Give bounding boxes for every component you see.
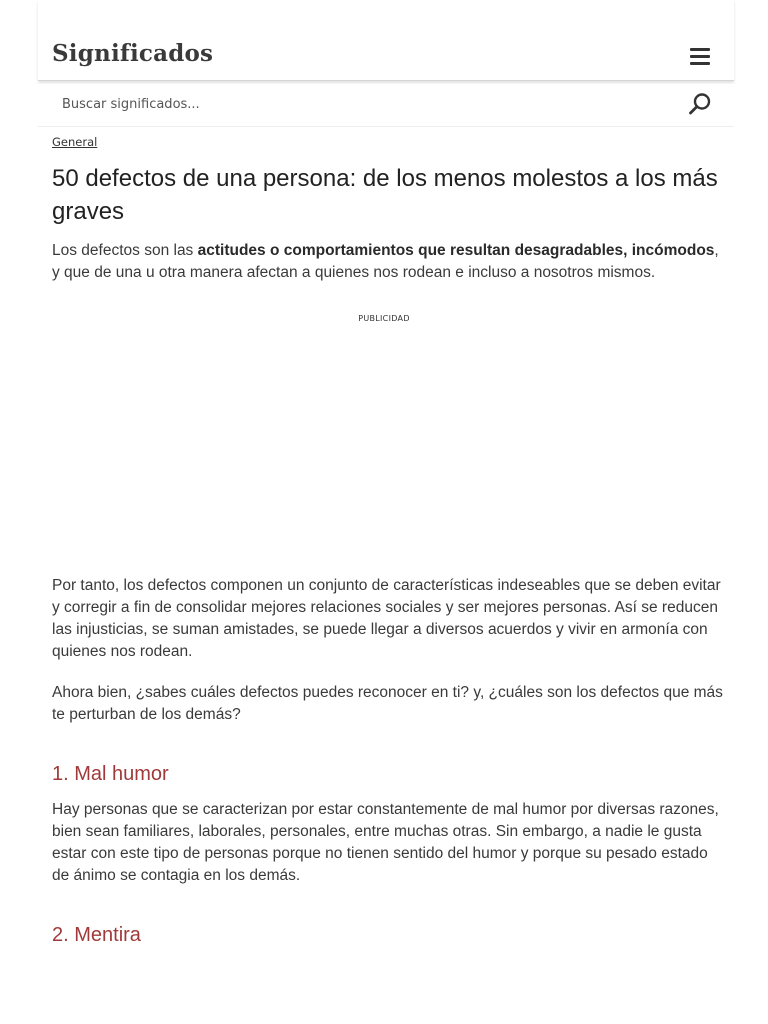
site-logo[interactable]: Significados bbox=[52, 40, 214, 67]
site-header bbox=[38, 0, 734, 81]
article-title: 50 defectos de una persona: de los menos molestos a los más graves bbox=[52, 165, 718, 225]
search-icon bbox=[686, 90, 714, 118]
intro-text: Los defectos son las bbox=[52, 242, 198, 259]
advertisement-slot[interactable] bbox=[52, 330, 716, 560]
article-paragraph: Por tanto, los defectos componen un conjunto de características indeseables que se deben evitar y corregir a fin de consolidar mejores relaciones sociales y ser mejores personas. Así se reducen las injusticias, se suman amistades, se puede llegar a diversos acuerdos y vivir en armonía con quienes nos rodean. bbox=[52, 577, 721, 660]
article-paragraph: Ahora bien, ¿sabes cuáles defectos puedes reconocer en ti? y, ¿cuáles son los defectos que más te perturban de los demás? bbox=[52, 684, 723, 723]
breadcrumb-category-link[interactable]: General bbox=[52, 135, 98, 149]
section-paragraph: Hay personas que se caracterizan por estar constantemente de mal humor por diversas razones, bien sean familiares, laborales, personales, entre muchas otras. Sin embargo, a nadie le gusta estar con este tipo de personas porque no tienen sentido del humor y porque su pesado estado de ánimo se contagia en los demás. bbox=[52, 801, 719, 884]
search-input[interactable] bbox=[52, 88, 672, 120]
search-button[interactable] bbox=[686, 90, 714, 118]
section-heading: 1. Mal humor bbox=[52, 763, 169, 785]
hamburger-menu-icon bbox=[690, 48, 710, 65]
ad-label: PUBLICIDAD bbox=[358, 314, 410, 323]
intro-bold-text: actitudes o comportamientos que resultan desagradables, incómodos bbox=[197, 242, 715, 259]
intro-text-continued: , y que de una u otra manera afectan a quienes nos rodean e incluso a nosotros mismos. bbox=[52, 242, 719, 281]
search-bar bbox=[38, 84, 734, 127]
section-heading: 2. Mentira bbox=[52, 924, 141, 946]
article-intro bbox=[52, 240, 724, 284]
menu-button[interactable] bbox=[690, 48, 710, 65]
